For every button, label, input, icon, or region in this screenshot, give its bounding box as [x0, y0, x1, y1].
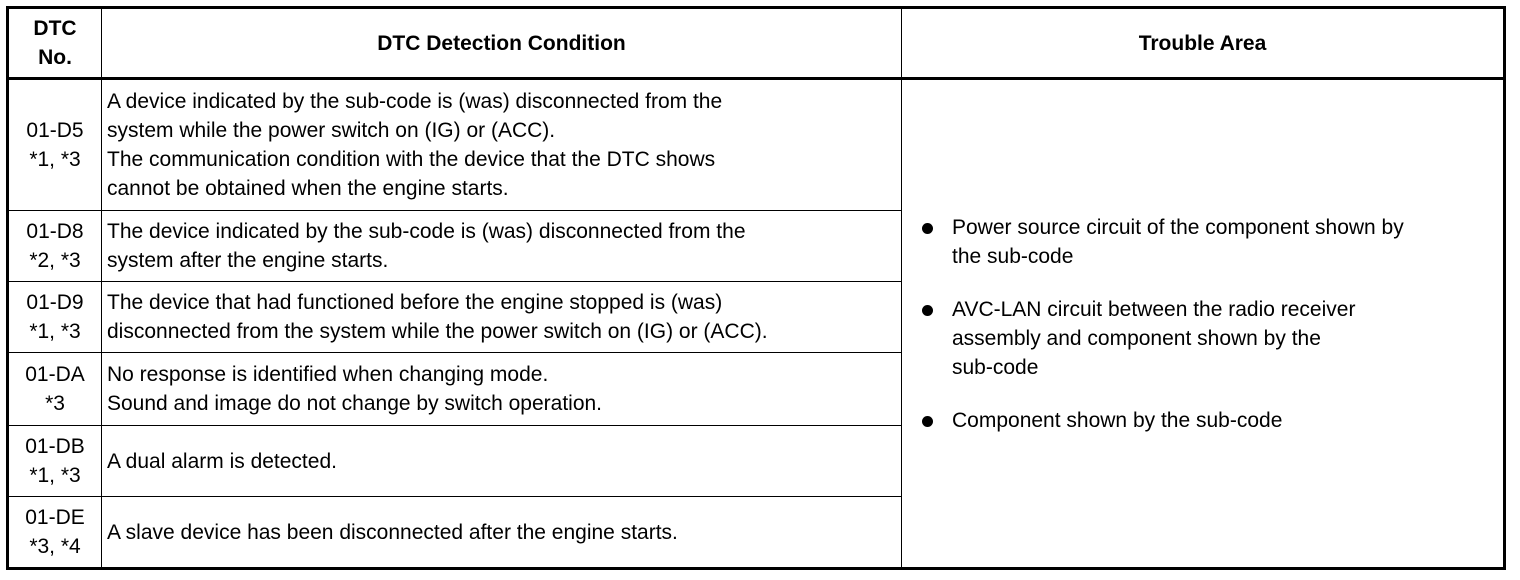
- detection-condition-cell: [102, 426, 902, 497]
- trouble-area-item: [912, 406, 1497, 435]
- condition-line: cannot be obtained when the engine starts.: [107, 177, 509, 200]
- bullet-icon: [922, 416, 933, 427]
- dtc-code-cell: [8, 497, 102, 569]
- dtc-code-cell: [8, 353, 102, 426]
- condition-line: The communication condition with the device that the DTC shows: [107, 148, 716, 171]
- condition-line: system after the engine starts.: [107, 249, 389, 272]
- trouble-area-line: assembly and component shown by the: [952, 326, 1321, 350]
- bullet-icon: [922, 223, 933, 234]
- dtc-code: 01-DA: [25, 363, 85, 386]
- dtc-code: 01-DE: [25, 506, 85, 529]
- dtc-note: *1, *3: [29, 320, 81, 343]
- condition-line: The device indicated by the sub-code is (was) disconnected from the: [107, 220, 746, 243]
- dtc-note: *3, *4: [29, 535, 81, 558]
- detection-condition-cell: [102, 353, 902, 426]
- trouble-area-line: sub-code: [952, 355, 1039, 379]
- header-trouble-area: Trouble Area: [902, 8, 1505, 79]
- dtc-code-cell: [8, 282, 102, 353]
- dtc-code-cell: [8, 426, 102, 497]
- dtc-code: 01-D5: [26, 119, 84, 142]
- header-dtc-no-line: DTC: [33, 17, 77, 40]
- dtc-note: *1, *3: [29, 464, 81, 487]
- condition-line: No response is identified when changing mode.: [107, 363, 549, 386]
- dtc-table: [6, 6, 1506, 570]
- trouble-area-line: the sub-code: [952, 244, 1074, 268]
- trouble-area-line: Component shown by the sub-code: [952, 408, 1283, 432]
- dtc-code-cell: [8, 79, 102, 211]
- dtc-note: *3: [45, 392, 65, 415]
- detection-condition-cell: [102, 282, 902, 353]
- condition-line: The device that had functioned before the engine stopped is (was): [107, 291, 723, 314]
- trouble-area-line: Power source circuit of the component shown by: [952, 215, 1404, 239]
- condition-line: system while the power switch on (IG) or (ACC).: [107, 119, 556, 142]
- header-dtc-no-line: No.: [38, 46, 72, 69]
- dtc-note: *2, *3: [29, 249, 81, 272]
- trouble-area-line: AVC-LAN circuit between the radio receiver: [952, 297, 1356, 321]
- trouble-area-cell: [902, 79, 1505, 569]
- detection-condition-cell: [102, 79, 902, 211]
- bullet-icon: [922, 305, 933, 316]
- detection-condition-cell: [102, 497, 902, 569]
- dtc-code: 01-D8: [26, 220, 84, 243]
- trouble-area-item: [912, 295, 1497, 382]
- condition-line: A slave device has been disconnected after the engine starts.: [107, 520, 678, 544]
- condition-line: A dual alarm is detected.: [107, 449, 337, 473]
- dtc-code: 01-D9: [26, 291, 84, 314]
- detection-condition-cell: [102, 211, 902, 282]
- condition-line: A device indicated by the sub-code is (was) disconnected from the: [107, 90, 723, 113]
- trouble-area-item: [912, 213, 1497, 271]
- trouble-area-list: [912, 213, 1497, 435]
- condition-line: disconnected from the system while the power switch on (IG) or (ACC).: [107, 320, 768, 343]
- condition-line: Sound and image do not change by switch operation.: [107, 392, 603, 415]
- dtc-code-cell: [8, 211, 102, 282]
- header-row: [8, 8, 1505, 79]
- dtc-code: 01-DB: [25, 435, 85, 458]
- table-row: [8, 79, 1505, 211]
- header-detection-condition: DTC Detection Condition: [102, 8, 902, 79]
- dtc-note: *1, *3: [29, 148, 81, 171]
- header-dtc-no: [8, 8, 102, 79]
